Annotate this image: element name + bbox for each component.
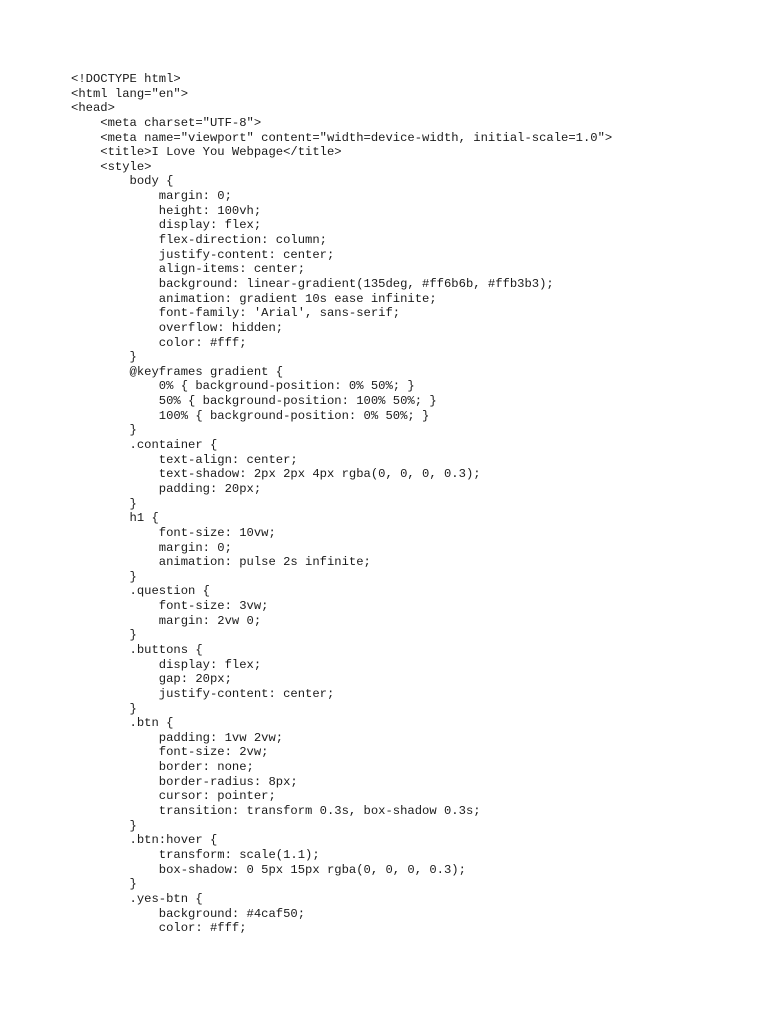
code-line: } bbox=[71, 877, 137, 892]
code-line: gap: 20px; bbox=[71, 672, 232, 687]
code-line: text-shadow: 2px 2px 4px rgba(0, 0, 0, 0.3); bbox=[71, 467, 481, 482]
code-line: <title>I Love You Webpage</title> bbox=[71, 145, 342, 160]
code-line: cursor: pointer; bbox=[71, 789, 276, 804]
code-line: transition: transform 0.3s, box-shadow 0.3s; bbox=[71, 804, 481, 819]
code-line: justify-content: center; bbox=[71, 686, 335, 701]
code-line: body { bbox=[71, 174, 174, 189]
code-line: .buttons { bbox=[71, 642, 203, 657]
code-line: .yes-btn { bbox=[71, 891, 203, 906]
code-line: align-items: center; bbox=[71, 262, 306, 277]
code-line: .btn { bbox=[71, 716, 174, 731]
code-line: height: 100vh; bbox=[71, 203, 262, 218]
code-line: background: linear-gradient(135deg, #ff6b6b, #ffb3b3); bbox=[71, 276, 554, 291]
code-line: overflow: hidden; bbox=[71, 320, 284, 335]
code-line: transform: scale(1.1); bbox=[71, 847, 320, 862]
code-line: border-radius: 8px; bbox=[71, 774, 298, 789]
code-line: .container { bbox=[71, 438, 218, 453]
code-line: } bbox=[71, 423, 137, 438]
code-line: margin: 0; bbox=[71, 189, 232, 204]
code-line: .question { bbox=[71, 584, 210, 599]
code-line: <meta charset="UTF-8"> bbox=[71, 115, 262, 130]
code-line: font-size: 10vw; bbox=[71, 525, 276, 540]
code-line: } bbox=[71, 496, 137, 511]
code-line: <!DOCTYPE html> bbox=[71, 72, 181, 86]
code-line: padding: 20px; bbox=[71, 481, 262, 496]
code-line: font-family: 'Arial', sans-serif; bbox=[71, 306, 401, 321]
code-line: margin: 0; bbox=[71, 540, 232, 555]
code-line: } bbox=[71, 701, 137, 716]
code-line: 50% { background-position: 100% 50%; } bbox=[71, 394, 437, 409]
code-line: justify-content: center; bbox=[71, 247, 335, 262]
code-line: 100% { background-position: 0% 50%; } bbox=[71, 408, 430, 423]
code-line: <style> bbox=[71, 159, 152, 174]
code-line: animation: gradient 10s ease infinite; bbox=[71, 291, 437, 306]
code-line: color: #fff; bbox=[71, 921, 247, 936]
code-line: @keyframes gradient { bbox=[71, 364, 284, 379]
code-line: font-size: 3vw; bbox=[71, 599, 269, 614]
code-line: } bbox=[71, 569, 137, 584]
code-line: display: flex; bbox=[71, 218, 262, 233]
code-line: <head> bbox=[71, 101, 115, 116]
code-line: background: #4caf50; bbox=[71, 906, 306, 921]
code-line: box-shadow: 0 5px 15px rgba(0, 0, 0, 0.3); bbox=[71, 862, 466, 877]
code-line: border: none; bbox=[71, 760, 254, 775]
code-line: <html lang="en"> bbox=[71, 86, 189, 101]
code-line: text-align: center; bbox=[71, 452, 298, 467]
code-line: color: #fff; bbox=[71, 335, 247, 350]
code-line: } bbox=[71, 628, 137, 643]
code-line: <meta name="viewport" content="width=device-width, initial-scale=1.0"> bbox=[71, 130, 613, 145]
code-line: flex-direction: column; bbox=[71, 233, 327, 248]
code-line: } bbox=[71, 818, 137, 833]
code-line: } bbox=[71, 350, 137, 365]
code-line: .btn:hover { bbox=[71, 833, 218, 848]
code-line: margin: 2vw 0; bbox=[71, 613, 262, 628]
code-line: h1 { bbox=[71, 511, 159, 526]
code-line: padding: 1vw 2vw; bbox=[71, 730, 284, 745]
code-document bbox=[71, 72, 751, 936]
code-line: display: flex; bbox=[71, 657, 262, 672]
code-line: animation: pulse 2s infinite; bbox=[71, 555, 371, 570]
code-line: font-size: 2vw; bbox=[71, 745, 269, 760]
code-line: 0% { background-position: 0% 50%; } bbox=[71, 379, 415, 394]
